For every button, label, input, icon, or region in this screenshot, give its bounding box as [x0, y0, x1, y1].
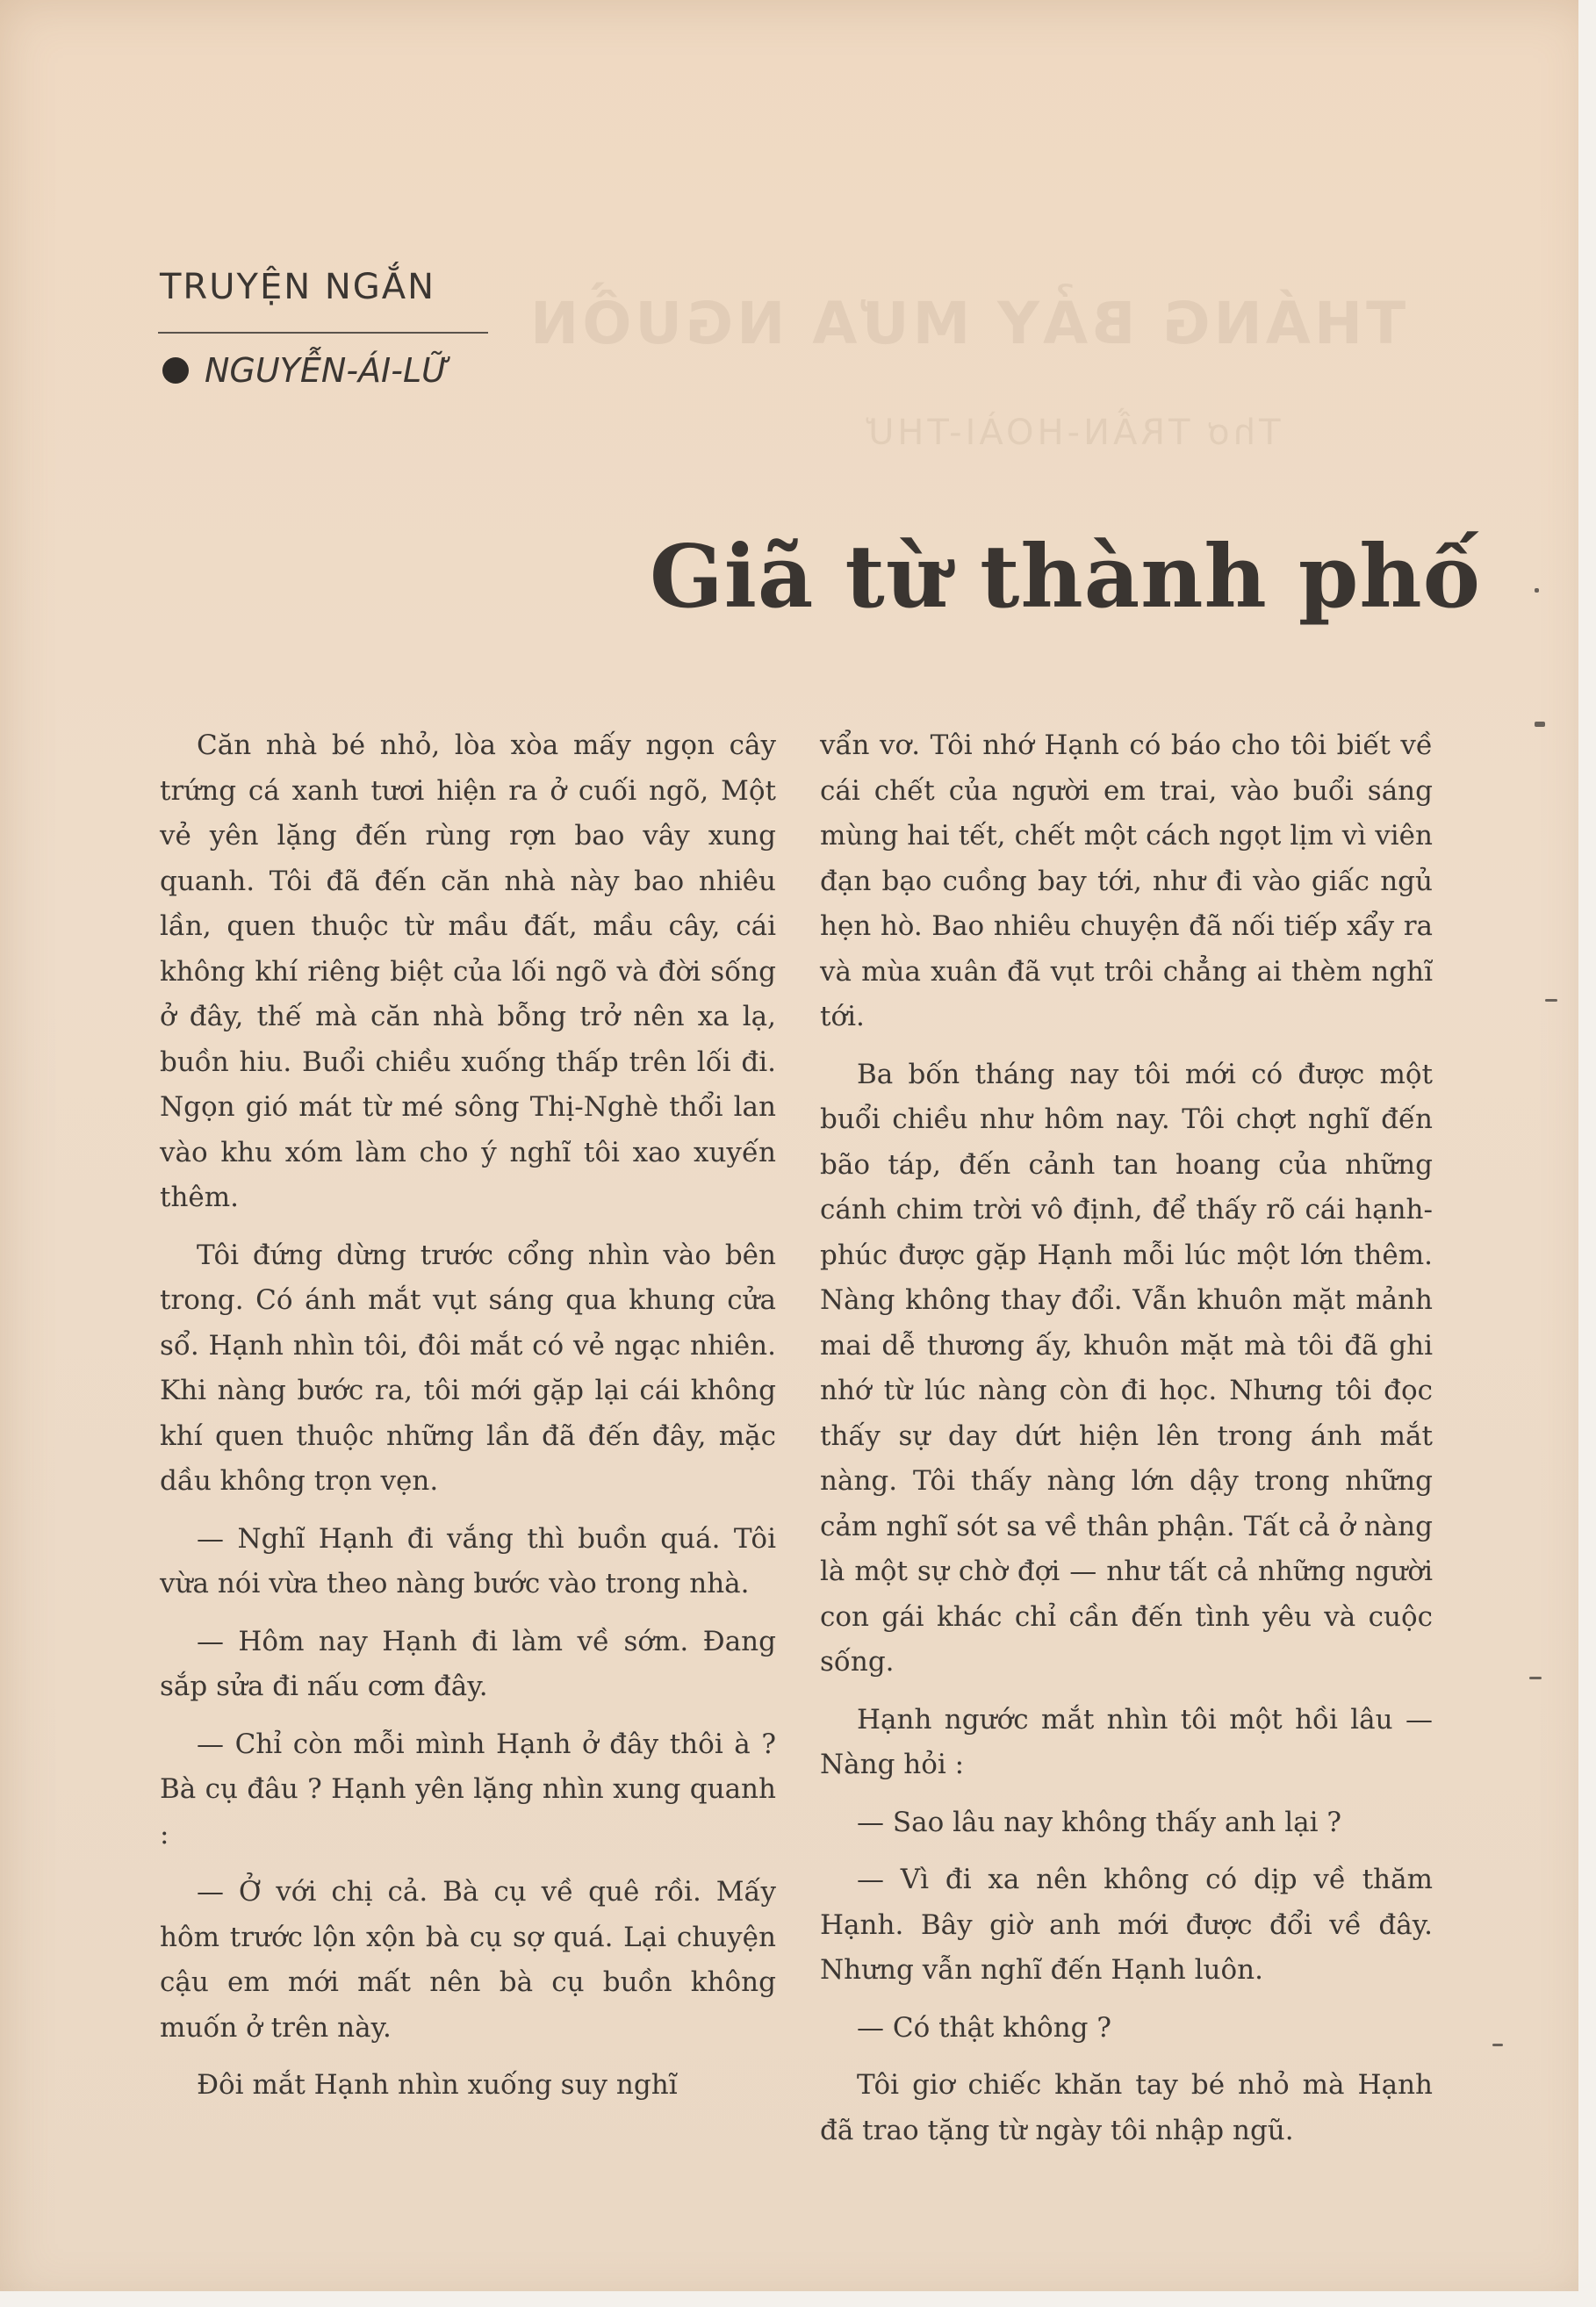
paragraph: — Ở với chị cả. Bà cụ về quê rồi. Mấy hôm trước lộn xộn bà cụ sợ quá. Lại chuyện cậu em mới mất nên bà cụ buồn không muốn ở trên này. — [160, 1876, 776, 2044]
paragraph: — Có thật không ? — [857, 2011, 1112, 2044]
right-column — [820, 723, 1433, 2166]
scan-edge-right — [1578, 0, 1596, 2307]
section-label: TRUYỆN NGẮN — [160, 267, 436, 307]
paragraph: Tôi giơ chiếc khăn tay bé nhỏ mà Hạnh đã trao tặng từ ngày tôi nhập ngũ. — [820, 2069, 1433, 2146]
author-line — [162, 351, 449, 390]
paragraph: vẩn vơ. Tôi nhớ Hạnh có báo cho tôi biết về cái chết của người em trai, vào buổi sáng mùng hai tết, chết một cách ngọt lịm vì viên đạn bạo cuồng bay tới, như đi vào giấc ngủ hẹn hò. Bao nhiêu chuyện đã nối tiếp xẩy ra và mùa xuân đã vụt trôi chẳng ai thèm nghĩ tới. — [820, 729, 1433, 1032]
paragraph: — Hôm nay Hạnh đi làm về sớm. Đang sắp sửa đi nấu cơm đây. — [160, 1625, 776, 1702]
bleed-through-title: THÁNG BẢY MƯA NGUỒN — [527, 290, 1406, 357]
paragraph: Ba bốn tháng nay tôi mới có được một buổi chiều như hôm nay. Tôi chợt nghĩ đến bão táp, đến cảnh tan hoang của những cánh chim trời vô định, để thấy rõ cái hạnh-phúc được gặp Hạnh mỗi lúc một lớn thêm. Nàng không thay đổi. Vẫn khuôn mặt mảnh mai dễ thương ấy, khuôn mặt mà tôi đã ghi nhớ từ lúc nàng còn đi học. Nhưng tôi đọc thấy sự day dứt hiện lên trong ánh mắt nàng. Tôi thấy nàng lớn dậy trong những cảm nghĩ sót sa về thân phận. Tất cả ở nàng là một sự chờ đợi — như tất cả những người con gái khác chỉ cần đến tình yêu và cuộc sống. — [820, 1058, 1433, 1678]
left-column — [160, 723, 776, 2121]
author-name: NGUYỄN-ÁI-LỮ — [205, 351, 449, 390]
article-title: Giã từ thành phố — [650, 527, 1481, 628]
page-speck — [1492, 2044, 1503, 2046]
bleed-through-subtitle: Thơ TRẦN-HOÀI-THƯ — [860, 413, 1281, 453]
section-divider — [158, 332, 488, 334]
paragraph: Hạnh ngước mắt nhìn tôi một hồi lâu — Nàng hỏi : — [820, 1703, 1433, 1780]
paragraph: Tôi đứng dừng trước cổng nhìn vào bên trong. Có ánh mắt vụt sáng qua khung cửa sổ. Hạnh nhìn tôi, đôi mắt có vẻ ngạc nhiên. Khi nàng bước ra, tôi mới gặp lại cái không khí quen thuộc những lần đã đến đây, mặc dầu không trọn vẹn. — [160, 1239, 776, 1497]
paragraph: — Sao lâu nay không thấy anh lại ? — [857, 1806, 1342, 1838]
paragraph: — Nghĩ Hạnh đi vắng thì buồn quá. Tôi vừa nói vừa theo nàng bước vào trong nhà. — [160, 1522, 776, 1599]
bullet-icon — [162, 357, 189, 384]
paragraph: — Chỉ còn mỗi mình Hạnh ở đây thôi à ? Bà cụ đâu ? Hạnh yên lặng nhìn xung quanh : — [160, 1728, 776, 1851]
page-speck — [1545, 999, 1557, 1002]
scan-edge-bottom — [0, 2291, 1596, 2307]
paragraph: Căn nhà bé nhỏ, lòa xòa mấy ngọn cây trứng cá xanh tươi hiện ra ở cuối ngõ, Một vẻ yên lặng đến rùng rợn bao vây xung quanh. Tôi đã đến căn nhà này bao nhiêu lần, quen thuộc từ mầu đất, mầu cây, cái không khí riêng biệt của lối ngõ và đời sống ở đây, thế mà căn nhà bỗng trở nên xa lạ, buồn hiu. Buổi chiều xuống thấp trên lối đi. Ngọn gió mát từ mé sông Thị-Nghè thổi lan vào khu xóm làm cho ý nghĩ tôi xao xuyến thêm. — [160, 729, 776, 1213]
paragraph: Đôi mắt Hạnh nhìn xuống suy nghĩ — [197, 2069, 678, 2101]
page-speck — [1535, 588, 1539, 593]
page-speck — [1529, 1677, 1542, 1679]
paragraph: — Vì đi xa nên không có dịp về thăm Hạnh. Bây giờ anh mới được đổi về đây. Nhưng vẫn nghĩ đến Hạnh luôn. — [820, 1864, 1433, 1986]
page-speck — [1535, 722, 1545, 727]
